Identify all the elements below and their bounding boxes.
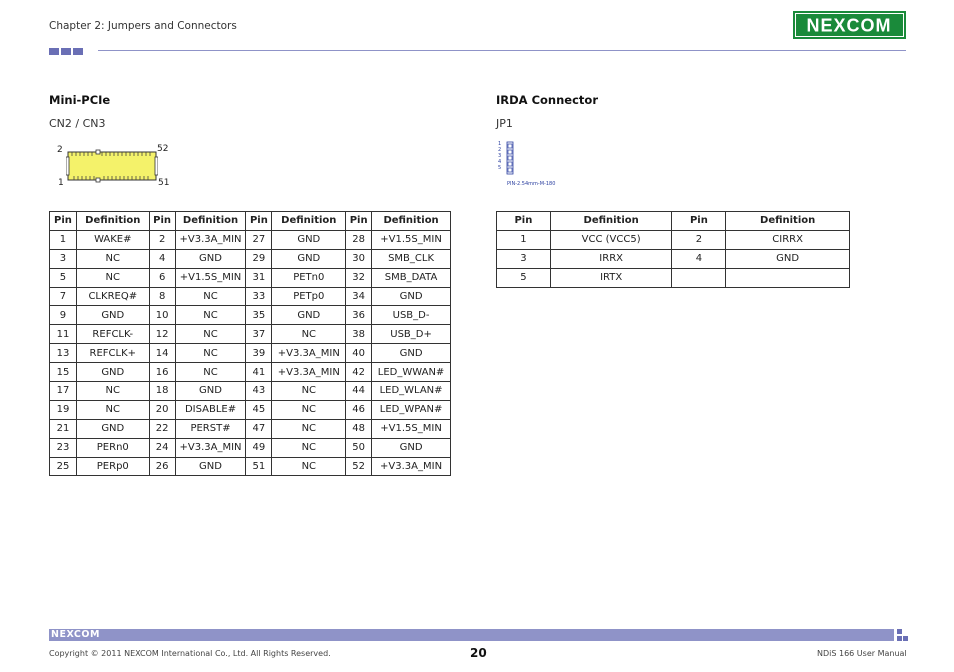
footer-bar [49,629,894,641]
irda-diagram-caption: PIN-2.54mm-M-180 [507,181,556,187]
pin-definition-cell: NC [76,400,149,419]
footer-square [897,636,902,641]
pin-definition-cell [726,268,850,287]
column-header: Definition [726,212,850,231]
pin-number-cell: 15 [50,363,77,382]
pin-number-cell: 20 [149,400,175,419]
pin-definition-cell: USB_D- [372,306,451,325]
table-row [497,268,850,287]
pin-definition-cell: +V3.3A_MIN [272,344,346,363]
pin-number-cell: 23 [50,438,77,457]
pin-number-cell: 31 [246,268,272,287]
pin-number-cell: 41 [246,363,272,382]
pin-definition-cell: PERn0 [76,438,149,457]
pin-definition-cell: PERST# [175,419,246,438]
pin-definition-cell: +V3.3A_MIN [272,363,346,382]
logo-text: NEXCOM [806,15,892,36]
pin-number-cell: 7 [50,287,77,306]
table-row [50,306,451,325]
pin-definition-cell: IRTX [550,268,672,287]
pin-definition-cell: PETn0 [272,268,346,287]
irda-pin-table [496,211,850,288]
pin-definition-cell: NC [272,419,346,438]
table-row [50,419,451,438]
pin-number-cell: 8 [149,287,175,306]
pin-definition-cell: USB_D+ [372,325,451,344]
pin-number-cell: 51 [246,457,272,476]
table-row [50,230,451,249]
irda-diagram [497,141,577,191]
header-square [61,48,71,55]
diagram-label-51: 51 [158,178,170,188]
header-rule [98,50,906,51]
irda-header-drawing [497,141,527,177]
minipcie-pin-table [49,211,451,476]
pin-definition-cell: GND [175,249,246,268]
pin-definition-cell: SMB_CLK [372,249,451,268]
table-row [50,382,451,401]
pin-definition-cell: +V3.3A_MIN [175,438,246,457]
pin-number-cell: 18 [149,382,175,401]
column-header: Pin [246,212,272,231]
pin-number-cell: 25 [50,457,77,476]
pin-definition-cell: DISABLE# [175,400,246,419]
column-header: Pin [497,212,551,231]
pin-definition-cell: NC [175,344,246,363]
pin-number-cell: 49 [246,438,272,457]
pin-number-cell: 11 [50,325,77,344]
header-square [73,48,83,55]
pin-number-cell: 47 [246,419,272,438]
pin-number-cell: 44 [346,382,372,401]
pin-number-cell: 26 [149,457,175,476]
pin-definition-cell: NC [272,382,346,401]
pin-definition-cell: +V3.3A_MIN [372,457,451,476]
pin-number-cell: 1 [497,230,551,249]
pin-number-cell: 21 [50,419,77,438]
pin-number-cell: 17 [50,382,77,401]
diagram-label-52: 52 [157,144,169,154]
pin-number-cell: 48 [346,419,372,438]
minipcie-slot-drawing [66,149,158,183]
pin-number-cell: 33 [246,287,272,306]
manual-name: NDiS 166 User Manual [817,649,907,658]
table-row [497,230,850,249]
footer-square [897,629,902,634]
pin-definition-cell: PETp0 [272,287,346,306]
pin-number-cell: 24 [149,438,175,457]
table-row [50,457,451,476]
table-row [50,438,451,457]
pin-number-cell: 6 [149,268,175,287]
pin-definition-cell: REFCLK- [76,325,149,344]
nexcom-logo [793,11,906,39]
irda-title: IRDA Connector [496,93,598,107]
pin-definition-cell: NC [175,306,246,325]
pin-definition-cell: NC [76,382,149,401]
pin-number-cell: 50 [346,438,372,457]
column-header: Definition [372,212,451,231]
pin-number-cell: 27 [246,230,272,249]
pin-definition-cell: GND [175,457,246,476]
pin-definition-cell: NC [272,400,346,419]
irda-pin-2: 2 [498,147,502,153]
pin-number-cell [672,268,726,287]
irda-pin-3: 3 [498,153,502,159]
pin-number-cell: 35 [246,306,272,325]
irda-pin-4: 4 [498,159,502,165]
pin-definition-cell: +V3.3A_MIN [175,230,246,249]
pin-definition-cell: WAKE# [76,230,149,249]
table-row [50,268,451,287]
chapter-title: Chapter 2: Jumpers and Connectors [49,20,237,32]
pin-number-cell: 29 [246,249,272,268]
table-row [50,344,451,363]
pin-number-cell: 28 [346,230,372,249]
pin-definition-cell: +V1.5S_MIN [175,268,246,287]
footer-logo: NEXCOM [51,629,100,640]
minipcie-title: Mini-PCIe [49,93,111,107]
table-header-row [50,212,451,231]
column-header: Pin [346,212,372,231]
pin-number-cell: 39 [246,344,272,363]
pin-number-cell: 2 [672,230,726,249]
pin-definition-cell: GND [175,382,246,401]
page-number: 20 [470,646,487,660]
pin-number-cell: 42 [346,363,372,382]
pin-number-cell: 38 [346,325,372,344]
pin-definition-cell: IRRX [550,249,672,268]
pin-number-cell: 14 [149,344,175,363]
table-row [50,363,451,382]
diagram-label-2: 2 [57,145,63,155]
column-header: Pin [672,212,726,231]
table-row [50,400,451,419]
pin-definition-cell: NC [175,363,246,382]
pin-definition-cell: NC [175,287,246,306]
pin-definition-cell: REFCLK+ [76,344,149,363]
pin-number-cell: 46 [346,400,372,419]
pin-number-cell: 34 [346,287,372,306]
pin-definition-cell: GND [76,419,149,438]
pin-definition-cell: SMB_DATA [372,268,451,287]
pin-number-cell: 30 [346,249,372,268]
pin-number-cell: 3 [497,249,551,268]
pin-number-cell: 9 [50,306,77,325]
footer-square [903,636,908,641]
pin-definition-cell: LED_WWAN# [372,363,451,382]
pin-definition-cell: NC [76,249,149,268]
pin-number-cell: 52 [346,457,372,476]
irda-pin-5: 5 [498,165,502,171]
minipcie-connector: CN2 / CN3 [49,117,106,130]
pin-number-cell: 37 [246,325,272,344]
pin-number-cell: 32 [346,268,372,287]
pin-definition-cell: LED_WLAN# [372,382,451,401]
column-header: Pin [149,212,175,231]
irda-pin-1: 1 [498,141,502,147]
pin-definition-cell: GND [372,344,451,363]
column-header: Definition [272,212,346,231]
column-header: Definition [175,212,246,231]
table-header-row [497,212,850,231]
pin-definition-cell: GND [372,438,451,457]
irda-connector: JP1 [496,117,513,130]
table-row [50,325,451,344]
column-header: Definition [550,212,672,231]
pin-definition-cell: GND [272,306,346,325]
pin-definition-cell: GND [726,249,850,268]
pin-definition-cell: NC [272,457,346,476]
header-square [49,48,59,55]
diagram-label-1: 1 [58,178,64,188]
pin-definition-cell: GND [272,249,346,268]
table-row [497,249,850,268]
pin-number-cell: 5 [50,268,77,287]
pin-definition-cell: +V1.5S_MIN [372,230,451,249]
pin-number-cell: 36 [346,306,372,325]
pin-definition-cell: VCC (VCC5) [550,230,672,249]
copyright: Copyright © 2011 NEXCOM International Co., Ltd. All Rights Reserved. [49,649,331,658]
pin-number-cell: 13 [50,344,77,363]
pin-definition-cell: GND [272,230,346,249]
pin-definition-cell: GND [76,363,149,382]
pin-number-cell: 12 [149,325,175,344]
pin-number-cell: 5 [497,268,551,287]
pin-definition-cell: NC [76,268,149,287]
pin-definition-cell: NC [272,325,346,344]
pin-number-cell: 4 [149,249,175,268]
column-header: Pin [50,212,77,231]
table-row [50,249,451,268]
pin-definition-cell: NC [175,325,246,344]
pin-number-cell: 43 [246,382,272,401]
minipcie-diagram [56,143,176,189]
pin-number-cell: 3 [50,249,77,268]
pin-definition-cell: LED_WPAN# [372,400,451,419]
pin-number-cell: 10 [149,306,175,325]
pin-number-cell: 2 [149,230,175,249]
pin-definition-cell: GND [76,306,149,325]
pin-definition-cell: PERp0 [76,457,149,476]
pin-definition-cell: GND [372,287,451,306]
pin-definition-cell: CLKREQ# [76,287,149,306]
pin-number-cell: 40 [346,344,372,363]
pin-number-cell: 1 [50,230,77,249]
column-header: Definition [76,212,149,231]
table-row [50,287,451,306]
pin-number-cell: 16 [149,363,175,382]
pin-definition-cell: +V1.5S_MIN [372,419,451,438]
pin-number-cell: 45 [246,400,272,419]
pin-number-cell: 22 [149,419,175,438]
pin-number-cell: 19 [50,400,77,419]
pin-number-cell: 4 [672,249,726,268]
pin-definition-cell: NC [272,438,346,457]
pin-definition-cell: CIRRX [726,230,850,249]
